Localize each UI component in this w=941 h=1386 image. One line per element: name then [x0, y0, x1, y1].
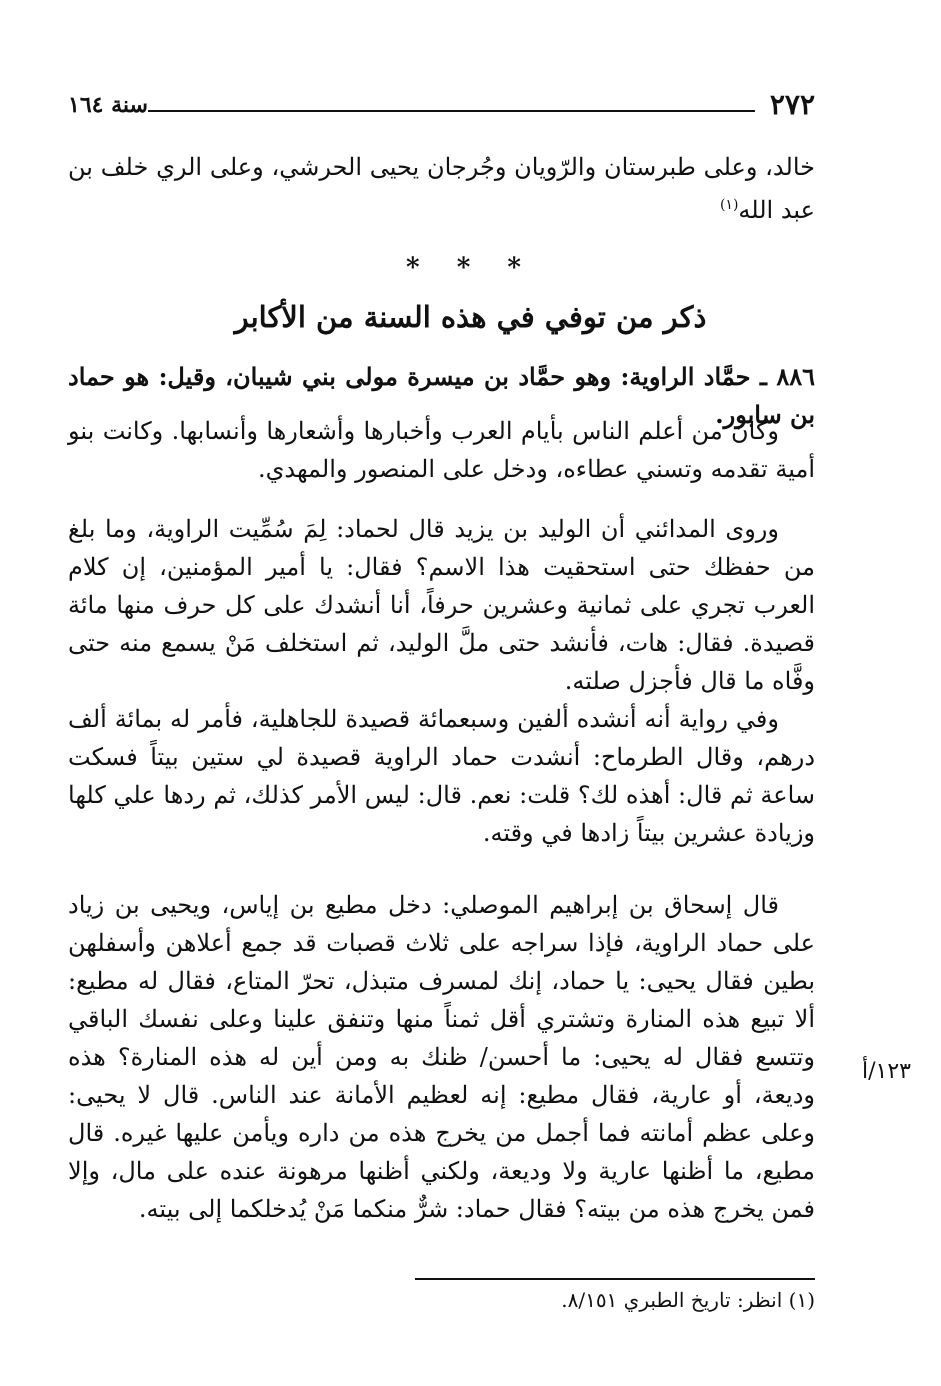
paragraph-3 [68, 700, 815, 852]
footnote: (١) انظر: تاريخ الطبري ٨/١٥١. [561, 1288, 815, 1312]
paragraph-1-text: وكان من أعلم الناس بأيام العرب وأخبارها وأشعارها وأنسابها. وكانت بنو أمية تقدمه وتسني عطاءه، ودخل على المنصور والمهدي. [68, 417, 815, 483]
paragraph-3-text: وفي رواية أنه أنشده ألفين وسبعمائة قصيدة للجاهلية، فأمر له بمائة ألف درهم، وقال الطرماح: أنشدت حماد الراوية قصيدة لي ستين بيتاً فسكت ساعة ثم قال: أهذه لك؟ قلت: نعم. قال: ليس الأمر كذلك، ثم ردها علي كلها وزيادة عشرين بيتاً زادها في وقته. [68, 705, 815, 847]
entry-heading: ٨٨٦ ـ حمَّاد الراوية: وهو حمَّاد بن ميسرة مولى بني شيبان، وقيل: هو حماد بن سابور. [68, 362, 815, 429]
year-label: سنة ١٦٤ [68, 92, 148, 118]
footnote-ref: (١) [719, 197, 739, 213]
header-rule [148, 110, 755, 112]
paragraph-4-text: قال إسحاق بن إبراهيم الموصلي: دخل مطيع بن إياس، ويحيى بن زياد على حماد الراوية، فإذا سراجه على ثلاث قصبات قد جمع أعلاهن وأسفلهن بطين فقال يحيى: يا حماد، إنك لمسرف متبذل، تحرّ المتاع، فقال له مطيع: ألا تبيع هذه المنارة وتشتري أقل ثمناً منها وتنفق علينا وعلى نفسك الباقي وتتسع فقال له يحيى: ما أحسن/ ظنك به ومن أين له هذه المنارة؟ هذه وديعة، أو عارية، فقال مطيع: إنه لعظيم الأمانة عند الناس. قال لا يحيى: وعلى عظم أمانته فما أجمل من يخرج هذه من داره ويأمن عليها غيره. قال مطيع، ما أظنها عارية ولا وديعة، ولكني أظنها مرهونة عنده على مال، وإلا فمن يخرج هذه من بيته؟ فقال حماد: شرٌّ منكما مَنْ يُدخلكما إلى بيته. [68, 891, 815, 1223]
manuscript-folio-note: ١٢٣/أ [862, 1059, 911, 1084]
page-number: ٢٧٢ [769, 88, 815, 121]
footnote-rule [415, 1278, 815, 1280]
paragraph-2 [68, 510, 815, 700]
continuation-paragraph [68, 148, 815, 229]
page-header [68, 88, 815, 128]
paragraph-4 [68, 886, 815, 1228]
continuation-text: خالد، وعلى طبرستان والرّويان وجُرجان يحيى الحرشي، وعلى الري خلف بن عبد الله [68, 153, 815, 224]
section-title: ذكر من توفي في هذه السنة من الأكابر [234, 300, 707, 334]
section-separator: * * * [406, 253, 535, 283]
paragraph-1 [68, 412, 815, 488]
paragraph-2-text: وروى المدائني أن الوليد بن يزيد قال لحماد: لِمَ سُمِّيت الراوية، وما بلغ من حفظك حتى استحقيت هذا الاسم؟ فقال: يا أمير المؤمنين، إن كلام العرب تجري على ثمانية وعشرين حرفاً، أنا أنشدك على كل حرف منها مائة قصيدة. فقال: هات، فأنشد حتى ملَّ الوليد، ثم استخلف مَنْ يسمع منه حتى وفَّاه ما قال فأجزل صلته. [68, 515, 815, 695]
